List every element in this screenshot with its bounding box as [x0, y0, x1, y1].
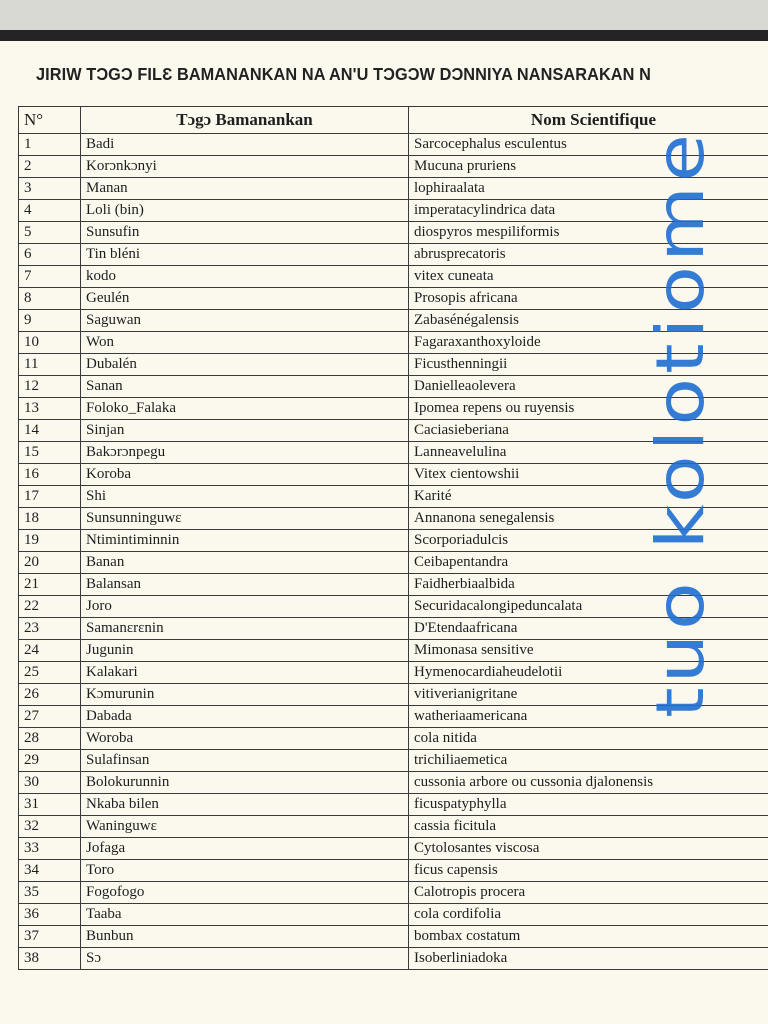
cell-bamanankan: Banan [81, 552, 409, 574]
cell-bamanankan: Sunsufin [81, 222, 409, 244]
cell-bamanankan: Foloko_Falaka [81, 398, 409, 420]
cell-number: 27 [19, 706, 81, 728]
table-row [19, 838, 768, 860]
cell-nom-scientifique: Securidacalongipeduncalata [409, 596, 768, 618]
table-row [19, 794, 768, 816]
cell-number: 4 [19, 200, 81, 222]
cell-bamanankan: Shi [81, 486, 409, 508]
cell-number: 1 [19, 134, 81, 156]
cell-number: 18 [19, 508, 81, 530]
cell-number: 25 [19, 662, 81, 684]
cell-number: 5 [19, 222, 81, 244]
cell-nom-scientifique: Annanona senegalensis [409, 508, 768, 530]
cell-nom-scientifique: Cytolosantes viscosa [409, 838, 768, 860]
cell-number: 10 [19, 332, 81, 354]
cell-number: 3 [19, 178, 81, 200]
cell-bamanankan: Waninguwɛ [81, 816, 409, 838]
cell-nom-scientifique: Caciasieberiana [409, 420, 768, 442]
cell-bamanankan: Won [81, 332, 409, 354]
cell-number: 16 [19, 464, 81, 486]
cell-number: 21 [19, 574, 81, 596]
cell-number: 9 [19, 310, 81, 332]
cell-bamanankan: Sulafinsan [81, 750, 409, 772]
cell-nom-scientifique: Vitex cientowshii [409, 464, 768, 486]
cell-nom-scientifique: imperatacylindrica data [409, 200, 768, 222]
cell-bamanankan: Bunbun [81, 926, 409, 948]
cell-nom-scientifique: cola cordifolia [409, 904, 768, 926]
cell-bamanankan: Toro [81, 860, 409, 882]
cell-bamanankan: Manan [81, 178, 409, 200]
cell-nom-scientifique: Calotropis procera [409, 882, 768, 904]
cell-number: 7 [19, 266, 81, 288]
cell-nom-scientifique: bombax costatum [409, 926, 768, 948]
table-row [19, 750, 768, 772]
watermark-text: tuo kolotiome [642, 130, 720, 718]
cell-nom-scientifique: Lanneavelulina [409, 442, 768, 464]
table-row [19, 772, 768, 794]
cell-nom-scientifique: Isoberliniadoka [409, 948, 768, 970]
cell-nom-scientifique: cola nitida [409, 728, 768, 750]
cell-bamanankan: Joro [81, 596, 409, 618]
cell-number: 20 [19, 552, 81, 574]
header-bamanankan: Tɔgɔ Bamanankan [81, 107, 409, 134]
cell-bamanankan: Dubalén [81, 354, 409, 376]
cell-bamanankan: Taaba [81, 904, 409, 926]
cell-nom-scientifique: vitiverianigritane [409, 684, 768, 706]
cell-bamanankan: Jugunin [81, 640, 409, 662]
cell-number: 19 [19, 530, 81, 552]
cell-nom-scientifique: Faidherbiaalbida [409, 574, 768, 596]
cell-nom-scientifique: D'Etendaafricana [409, 618, 768, 640]
cell-number: 32 [19, 816, 81, 838]
cell-number: 37 [19, 926, 81, 948]
cell-bamanankan: Loli (bin) [81, 200, 409, 222]
cell-number: 14 [19, 420, 81, 442]
cell-number: 13 [19, 398, 81, 420]
cell-bamanankan: Fogofogo [81, 882, 409, 904]
cell-nom-scientifique: Scorporiadulcis [409, 530, 768, 552]
cell-number: 34 [19, 860, 81, 882]
cell-nom-scientifique: Zabasénégalensis [409, 310, 768, 332]
cell-nom-scientifique: Ficusthenningii [409, 354, 768, 376]
cell-bamanankan: Geulén [81, 288, 409, 310]
cell-nom-scientifique: cassia ficitula [409, 816, 768, 838]
cell-number: 30 [19, 772, 81, 794]
cell-nom-scientifique: ficus capensis [409, 860, 768, 882]
cell-nom-scientifique: cussonia arbore ou cussonia djalonensis [409, 772, 768, 794]
table-row [19, 882, 768, 904]
cell-nom-scientifique: Danielleaolevera [409, 376, 768, 398]
cell-nom-scientifique: abrusprecatoris [409, 244, 768, 266]
cell-number: 24 [19, 640, 81, 662]
cell-bamanankan: Dabada [81, 706, 409, 728]
cell-number: 11 [19, 354, 81, 376]
cell-bamanankan: Korɔnkɔnyi [81, 156, 409, 178]
cell-number: 38 [19, 948, 81, 970]
cell-bamanankan: Kalakari [81, 662, 409, 684]
cell-number: 31 [19, 794, 81, 816]
cell-nom-scientifique: watheriaamericana [409, 706, 768, 728]
cell-nom-scientifique: Prosopis africana [409, 288, 768, 310]
cell-nom-scientifique: Mucuna pruriens [409, 156, 768, 178]
cell-bamanankan: Koroba [81, 464, 409, 486]
table-row [19, 816, 768, 838]
cell-number: 26 [19, 684, 81, 706]
cell-nom-scientifique: Karité [409, 486, 768, 508]
cell-number: 2 [19, 156, 81, 178]
cell-nom-scientifique: vitex cuneata [409, 266, 768, 288]
photo-background-top [0, 0, 768, 30]
cell-nom-scientifique: trichiliaemetica [409, 750, 768, 772]
cell-bamanankan: Sinjan [81, 420, 409, 442]
header-number: N° [19, 107, 81, 134]
cell-bamanankan: Bolokurunnin [81, 772, 409, 794]
header-nom-scientifique: Nom Scientifique [409, 107, 768, 134]
cell-number: 35 [19, 882, 81, 904]
cell-nom-scientifique: diospyros mespiliformis [409, 222, 768, 244]
cell-bamanankan: Balansan [81, 574, 409, 596]
cell-number: 29 [19, 750, 81, 772]
cell-nom-scientifique: Ipomea repens ou ruyensis [409, 398, 768, 420]
cell-bamanankan: Jofaga [81, 838, 409, 860]
cell-bamanankan: Bakɔrɔnpegu [81, 442, 409, 464]
cell-nom-scientifique: Hymenocardiaheudelotii [409, 662, 768, 684]
cell-bamanankan: Samanɛrɛnin [81, 618, 409, 640]
cell-nom-scientifique: Ceibapentandra [409, 552, 768, 574]
cell-number: 8 [19, 288, 81, 310]
cell-number: 22 [19, 596, 81, 618]
cell-nom-scientifique: Fagaraxanthoxyloide [409, 332, 768, 354]
cell-number: 36 [19, 904, 81, 926]
cell-bamanankan: Kɔmurunin [81, 684, 409, 706]
cell-nom-scientifique: Mimonasa sensitive [409, 640, 768, 662]
cell-bamanankan: Nkaba bilen [81, 794, 409, 816]
cell-number: 15 [19, 442, 81, 464]
cell-bamanankan: Sɔ [81, 948, 409, 970]
table-row [19, 948, 768, 970]
cell-bamanankan: Woroba [81, 728, 409, 750]
cell-number: 23 [19, 618, 81, 640]
table-row [19, 728, 768, 750]
cell-number: 12 [19, 376, 81, 398]
cell-nom-scientifique: Sarcocephalus esculentus [409, 134, 768, 156]
cell-bamanankan: kodo [81, 266, 409, 288]
cell-number: 28 [19, 728, 81, 750]
cell-bamanankan: Ntimintiminnin [81, 530, 409, 552]
table-row [19, 926, 768, 948]
table-row [19, 860, 768, 882]
cell-bamanankan: Tin bléni [81, 244, 409, 266]
page-title: JIRIW TƆGƆ FILƐ BAMANANKAN NA AN'U TƆGƆW DƆNNIYA NANSARAKAN N [36, 64, 651, 84]
page-edge-shadow [0, 30, 768, 41]
cell-bamanankan: Sunsunninguwɛ [81, 508, 409, 530]
cell-number: 33 [19, 838, 81, 860]
cell-bamanankan: Badi [81, 134, 409, 156]
cell-number: 6 [19, 244, 81, 266]
cell-bamanankan: Saguwan [81, 310, 409, 332]
cell-nom-scientifique: ficuspatyphylla [409, 794, 768, 816]
cell-number: 17 [19, 486, 81, 508]
cell-bamanankan: Sanan [81, 376, 409, 398]
cell-nom-scientifique: lophiraalata [409, 178, 768, 200]
table-row [19, 904, 768, 926]
